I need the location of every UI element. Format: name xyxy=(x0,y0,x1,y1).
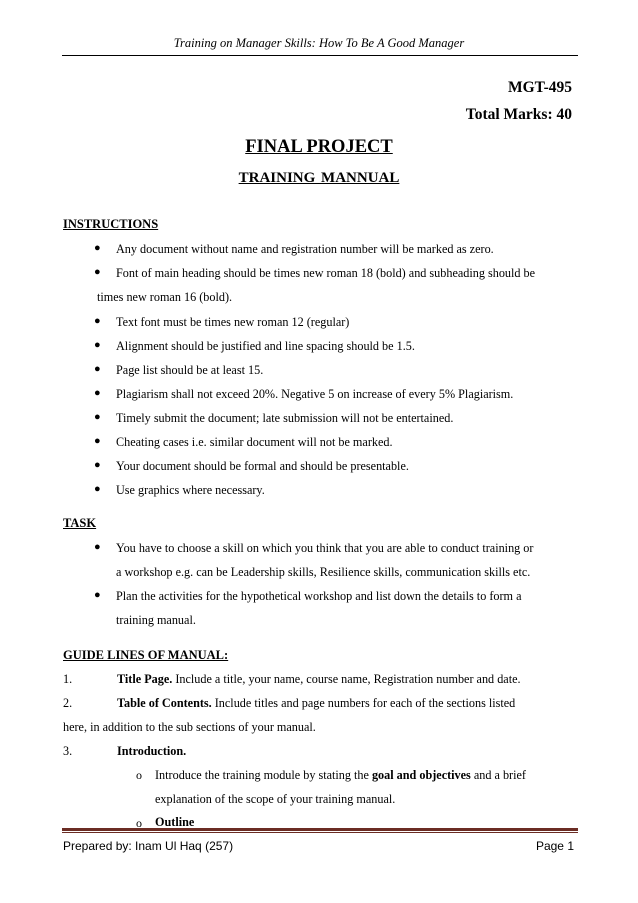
bullet-icon: ● xyxy=(94,387,101,399)
circle-bullet-icon: o xyxy=(136,768,142,782)
list-item-continuation: times new roman 16 (bold). xyxy=(97,290,233,304)
guidelines-heading: GUIDE LINES OF MANUAL: xyxy=(63,648,229,662)
list-item-continuation: training manual. xyxy=(116,613,196,627)
bullet-icon: ● xyxy=(94,483,101,495)
footer-page-number: Page 1 xyxy=(535,839,574,853)
task-heading: TASK xyxy=(63,516,97,530)
page-title: FINAL PROJECT xyxy=(245,137,393,157)
bullet-icon: ● xyxy=(94,459,101,471)
bullet-icon: ● xyxy=(94,589,101,601)
bullet-icon: ● xyxy=(94,339,101,351)
bullet-icon: ● xyxy=(94,541,101,553)
list-item-continuation: here, in addition to the sub sections of your manual. xyxy=(63,720,316,734)
footer-prepared-by: Prepared by: Inam Ul Haq (257) xyxy=(63,839,234,853)
header-rule xyxy=(62,55,578,56)
bullet-icon: ● xyxy=(94,242,101,254)
list-item-continuation: a workshop e.g. can be Leadership skills, Resilience skills, communication skills etc. xyxy=(116,565,531,579)
sub-list-item-continuation: explanation of the scope of your training manual. xyxy=(155,792,396,806)
bullet-icon: ● xyxy=(94,315,101,327)
document-page: Training on Manager Skills: How To Be A Good Manager MGT-495 Total Marks: 40 FINAL PROJECT TRAINING MANNUAL INSTRUCTIONS ● Any document without name and registration number will be marked as zero. ● Font of main heading should be times new roman 18 (bold) and subheading should be times new roman 16 (bold). ● Text font must be times new roman 12 (regular) ● Alignment should be justified and line spacing should be 1.5. ● Page list should be at least 15. ● Plagiarism shall not exceed 20%. Negative 5 on increase of every 5% Plagiarism. ● Timely submit the document; late submission will not be entertained. ● Cheating cases i.e. similar document will not be marked. ● Your document should be formal and should be presentable. ● Use graphics where necessary. TASK ● You have to choose a skill on which you think that you are able to conduct training or a workshop e.g. can be Leadership skills, Resilience skills, communication skills etc. ● Plan the activities for the hypothetical workshop and list down the details to form a training manual. GUIDE LINES OF MANUAL: 1. Title Page. Include a title, your name, course name, Registration number and date. 2. Table of Contents. Include titles and page numbers for each of the sections listed here, in addition to the sub sections of your manual. 3. Introduction. o Introduce the training module by stating the goal and objectives and a brief explanation of the scope of your training manual. o Outline Prepared by: Inam Ul Haq (257) Page 1 xyxy=(0,0,638,903)
bullet-icon: ● xyxy=(94,363,101,375)
bullet-icon: ● xyxy=(94,266,101,278)
circle-bullet-icon: o xyxy=(136,816,142,830)
bullet-icon: ● xyxy=(94,411,101,423)
footer-rule-thin xyxy=(62,832,578,833)
total-marks: Total Marks: 40 xyxy=(465,106,572,123)
course-code: MGT-495 xyxy=(507,79,572,96)
footer-rule xyxy=(62,828,578,831)
page-subtitle: TRAINING MANNUAL xyxy=(238,170,400,186)
bullet-icon: ● xyxy=(94,435,101,447)
instructions-heading: INSTRUCTIONS xyxy=(63,217,159,231)
running-header: Training on Manager Skills: How To Be A Good Manager xyxy=(173,36,465,50)
